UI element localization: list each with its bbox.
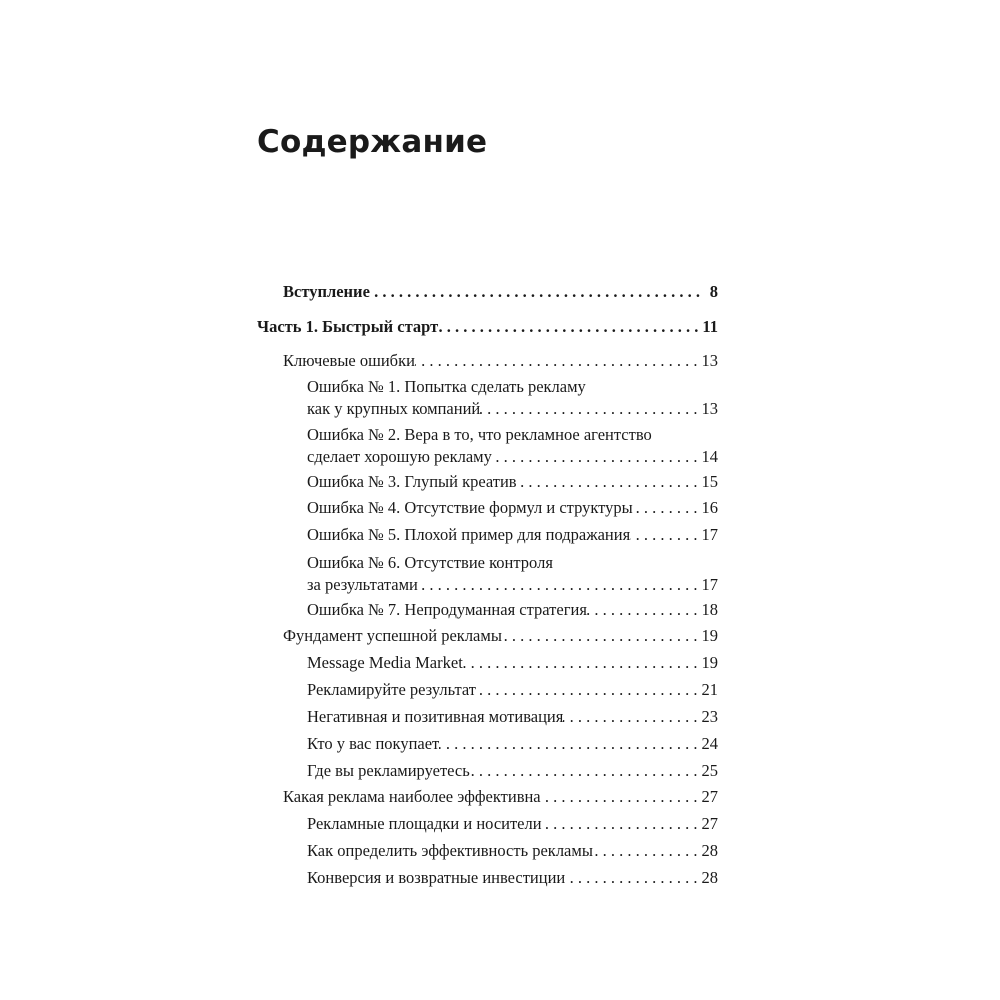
toc-entry: [307, 524, 718, 546]
toc-entry-label: Вступление: [283, 282, 370, 301]
toc-entry: [307, 599, 718, 621]
toc-entry-label: Ошибка № 4. Отсутствие формул и структуры: [307, 498, 633, 517]
toc-entry-page: 15: [701, 472, 718, 491]
toc-entry-label: Кто у вас покупает: [307, 734, 440, 753]
toc-entry-label-first-line: Ошибка № 1. Попытка сделать рекламу: [307, 377, 586, 396]
dot-leader: [476, 679, 697, 701]
toc-entry: [307, 840, 718, 862]
dot-leader: [480, 398, 697, 420]
dot-leader: [593, 840, 698, 862]
toc-entry-page: 17: [701, 525, 718, 544]
toc-entry-label: Как определить эффективность рекламы: [307, 841, 593, 860]
dot-leader: [470, 760, 698, 782]
toc-entry: [257, 316, 718, 338]
toc-entry-page: 21: [701, 680, 718, 699]
dot-leader: [587, 599, 698, 621]
toc-entry: [307, 424, 718, 468]
toc-entry-label: за результатами: [307, 575, 418, 594]
toc-entry-page: 27: [701, 814, 718, 833]
toc-entry-page: 18: [701, 600, 718, 619]
toc-entry-page: 14: [701, 447, 718, 466]
toc-entry-label: как у крупных компаний: [307, 399, 481, 418]
toc-entry: [307, 471, 718, 493]
toc-entry-label: сделает хорошую рекламу: [307, 447, 492, 466]
toc-entry: [307, 760, 718, 782]
toc-entry-page: 19: [701, 653, 718, 672]
dot-leader: [502, 625, 698, 647]
toc-entry-label: Фундамент успешной рекламы: [283, 626, 502, 645]
dot-leader: [517, 471, 698, 493]
toc-entry-label: Ошибка № 5. Плохой пример для подражания: [307, 525, 631, 544]
dot-leader: [370, 281, 700, 303]
toc-entry-label: Message Media Market: [307, 653, 463, 672]
toc-entry-page: 23: [701, 707, 718, 726]
dot-leader: [633, 497, 698, 519]
toc-entry: [307, 679, 718, 701]
dot-leader: [565, 867, 697, 889]
toc-entry-page: 25: [701, 761, 718, 780]
page-title: Содержание: [257, 124, 488, 160]
toc-entry-label: Часть 1. Быстрый старт: [257, 317, 439, 336]
toc-entry-page: 24: [701, 734, 718, 753]
toc-entry-page: 8: [709, 282, 718, 301]
toc-entry: [307, 497, 718, 519]
toc-entry: [307, 376, 718, 420]
toc-entry-label: Ошибка № 3. Глупый креатив: [307, 472, 517, 491]
toc-entry-label-first-line: Ошибка № 6. Отсутствие контроля: [307, 553, 553, 572]
toc-entry-label: Конверсия и возвратные инвестиции: [307, 868, 566, 887]
dot-leader: [415, 350, 698, 372]
toc-entry: [307, 813, 718, 835]
toc-entry: [283, 350, 718, 372]
dot-leader: [418, 574, 698, 596]
toc-entry-page: 27: [701, 787, 718, 806]
toc-entry: [283, 281, 718, 303]
toc-entry-page: 17: [701, 575, 718, 594]
toc-entry-page: 28: [701, 868, 718, 887]
toc-entry-label-first-line: Ошибка № 2. Вера в то, что рекламное агентство: [307, 425, 652, 444]
toc-entry-page: 16: [701, 498, 718, 517]
toc-entry-label: Негативная и позитивная мотивация: [307, 707, 564, 726]
dot-leader: [542, 813, 698, 835]
toc-entry-page: 13: [701, 351, 718, 370]
toc-entry: [307, 733, 718, 755]
toc-entry-label: Где вы рекламируетесь: [307, 761, 470, 780]
toc-entry-label: Какая реклама наиболее эффективна: [283, 787, 541, 806]
toc-entry-label: Рекламные площадки и носители: [307, 814, 542, 833]
toc-entry: [283, 786, 718, 808]
dot-leader: [438, 316, 698, 338]
toc-entry: [307, 867, 718, 889]
toc-entry-page: 11: [702, 317, 718, 336]
dot-leader: [492, 446, 698, 468]
toc-entry: [283, 625, 718, 647]
dot-leader: [630, 524, 697, 546]
toc-entry-label: Ошибка № 7. Непродуманная стратегия: [307, 600, 587, 619]
toc-entry-page: 19: [701, 626, 718, 645]
toc-entry: [307, 706, 718, 728]
toc-entry-label: Ключевые ошибки: [283, 351, 415, 370]
toc-entry-page: 13: [701, 399, 718, 418]
toc-entry-label: Рекламируйте результат: [307, 680, 477, 699]
toc-entry: [307, 652, 718, 674]
dot-leader: [439, 733, 697, 755]
dot-leader: [563, 706, 697, 728]
toc-entry-page: 28: [701, 841, 718, 860]
toc-entry: [307, 552, 718, 596]
dot-leader: [541, 786, 698, 808]
dot-leader: [463, 652, 698, 674]
